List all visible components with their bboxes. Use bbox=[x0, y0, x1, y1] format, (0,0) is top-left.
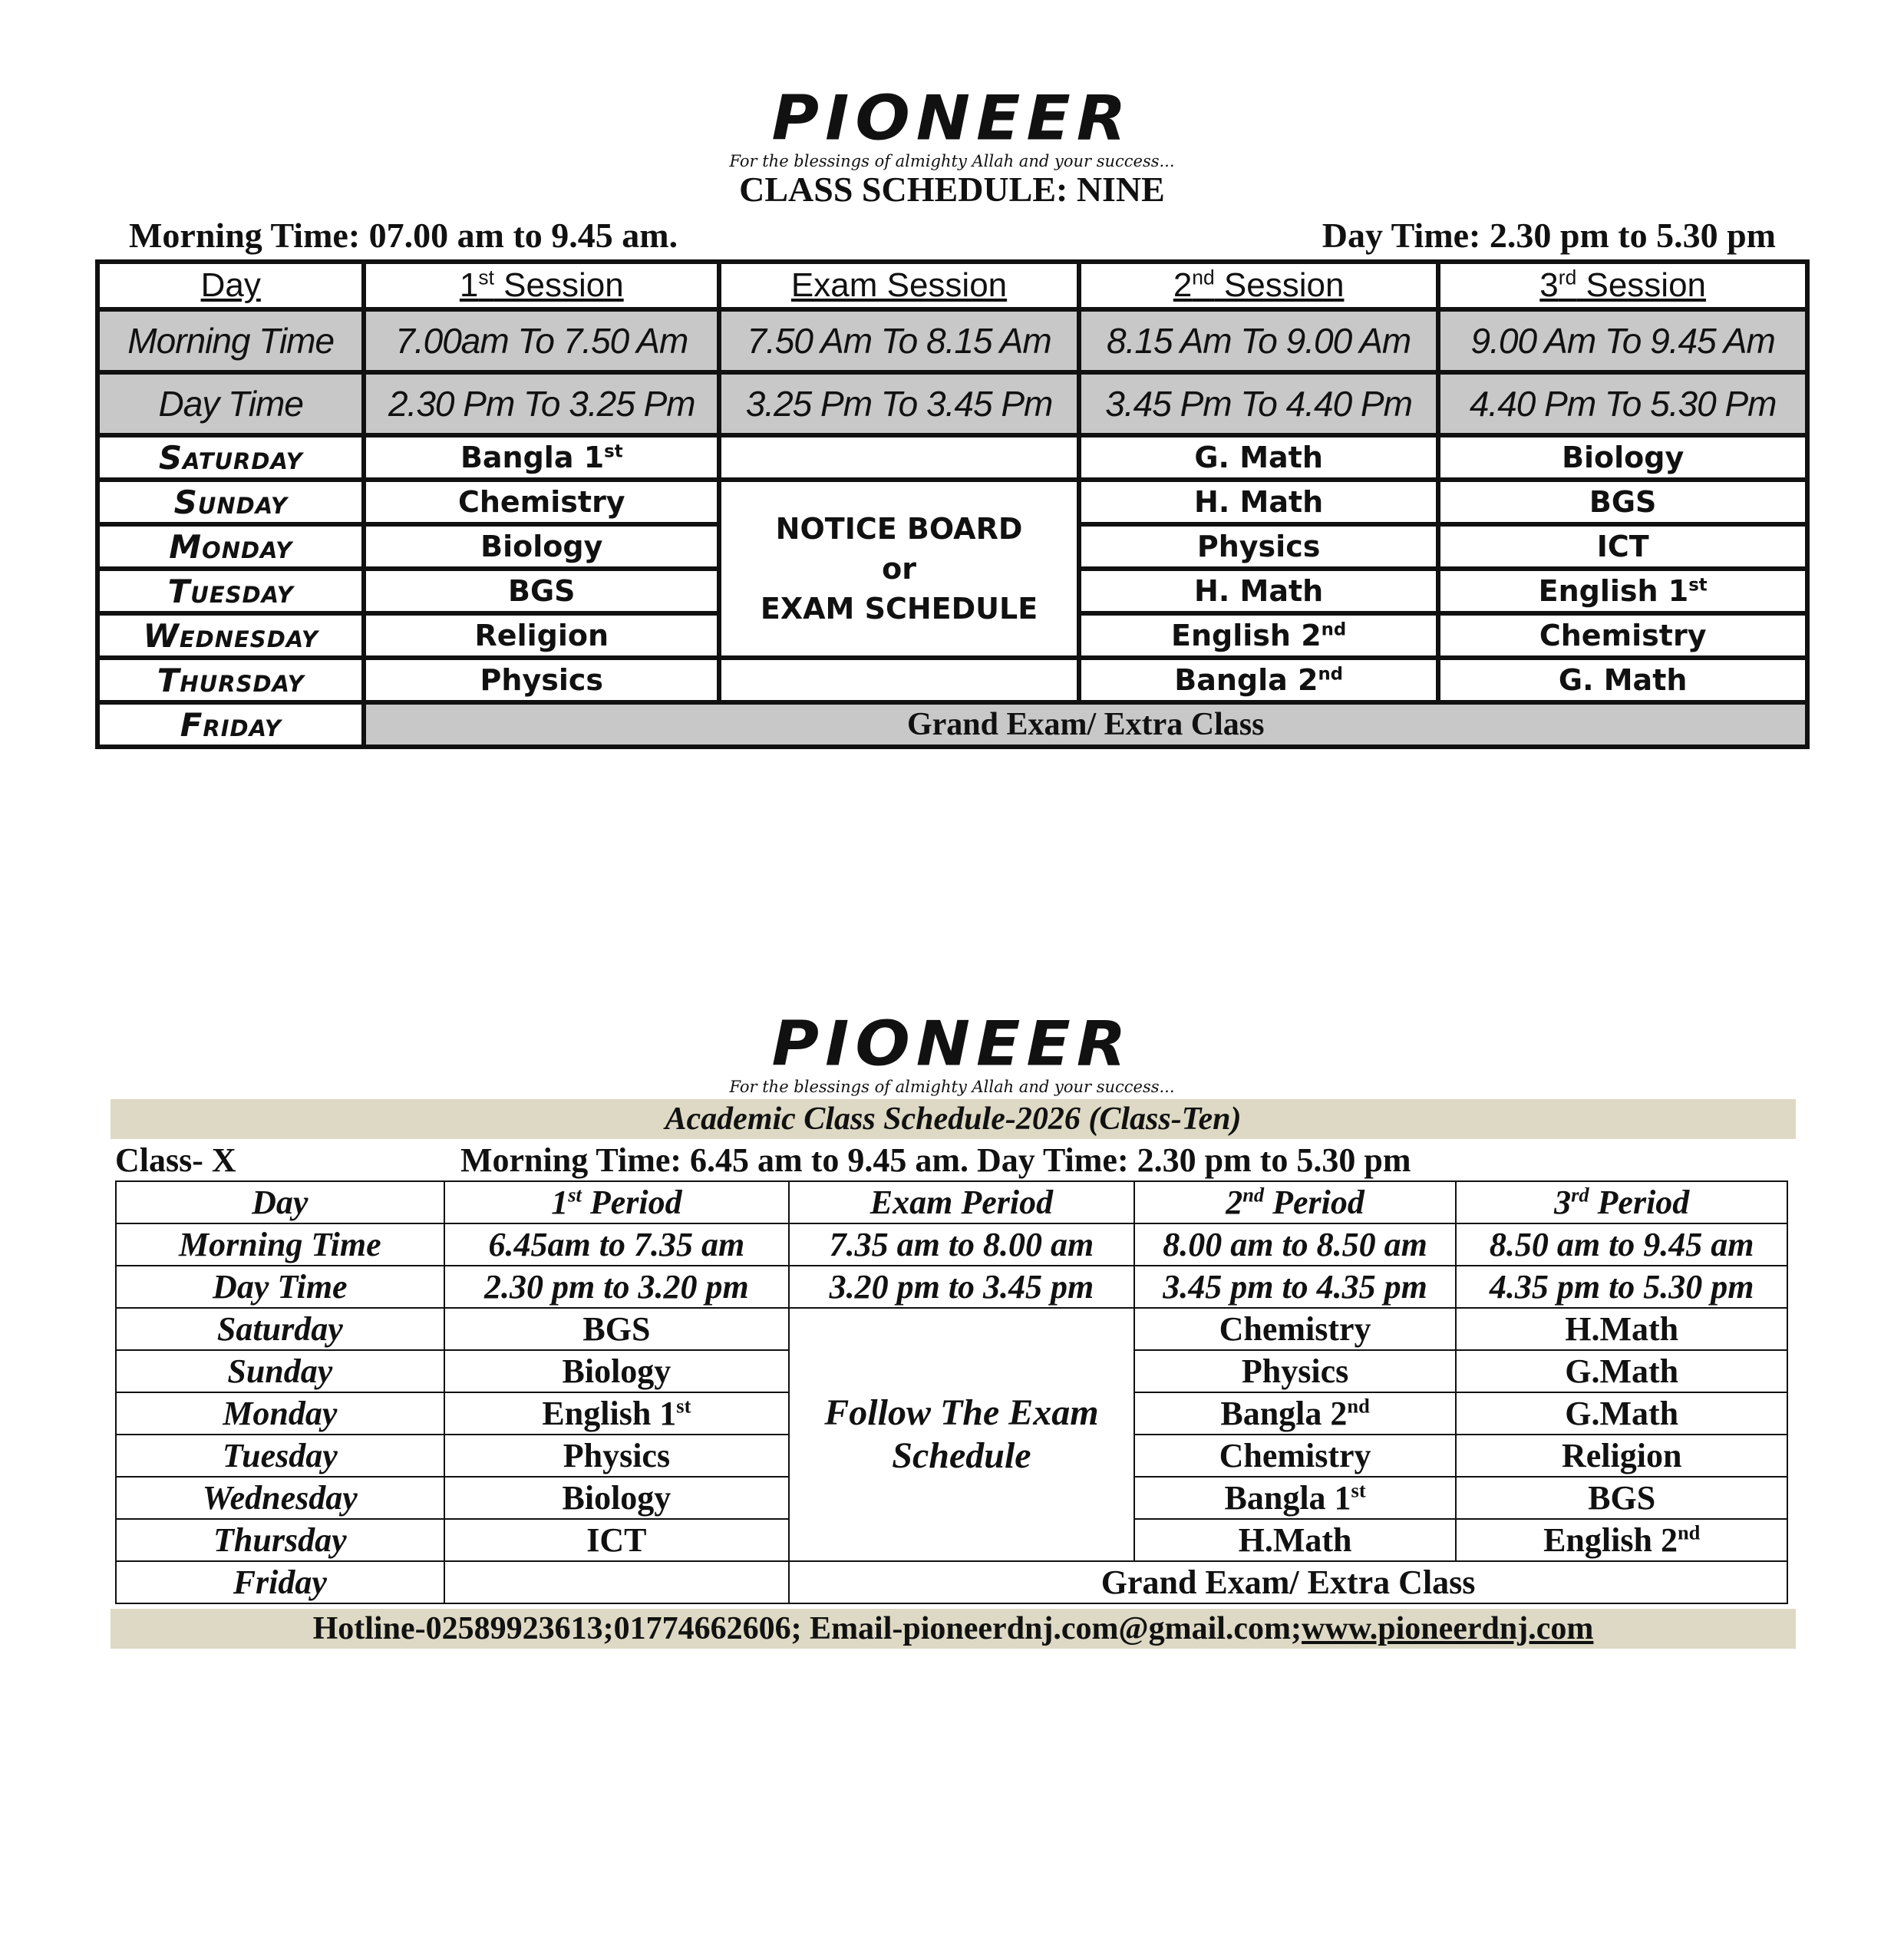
nine-day-cell: Tuesday bbox=[97, 569, 364, 613]
logo-top bbox=[0, 82, 1904, 170]
nine-title: CLASS SCHEDULE: NINE bbox=[739, 170, 1165, 209]
nine-daytime-label: Day Time bbox=[97, 372, 364, 435]
ten-p1-cell: Physics bbox=[444, 1435, 790, 1477]
ten-daytime-label: Day Time bbox=[116, 1266, 444, 1308]
ten-p2-cell: Chemistry bbox=[1134, 1435, 1457, 1477]
nine-header-session-3: 3rd Session bbox=[1438, 262, 1807, 309]
nine-header-session-2: 2nd Session bbox=[1079, 262, 1438, 309]
ten-friday-cell: Friday bbox=[116, 1561, 444, 1603]
notice-line-2: or bbox=[882, 552, 916, 586]
ten-daytime-row bbox=[116, 1266, 1787, 1308]
nine-day-time: Day Time: 2.30 pm to 5.30 pm bbox=[1322, 216, 1776, 255]
ten-p2-cell: H.Math bbox=[1134, 1519, 1457, 1561]
table-row bbox=[97, 658, 1807, 702]
ten-header-period-2: 2nd Period bbox=[1134, 1181, 1457, 1223]
ten-class-label: Class- X bbox=[115, 1141, 236, 1179]
notice-line-3: EXAM SCHEDULE bbox=[760, 592, 1038, 626]
nine-header-session-1: 1st Session bbox=[364, 262, 719, 309]
ten-daytime-exam: 3.20 pm to 3.45 pm bbox=[789, 1266, 1134, 1308]
brand-tagline: For the blessings of almighty Allah and your success... bbox=[729, 1078, 1175, 1096]
ten-day-cell: Saturday bbox=[116, 1308, 444, 1350]
nine-header-row bbox=[97, 262, 1807, 309]
ten-p2-cell: Bangla 2nd bbox=[1134, 1392, 1457, 1435]
nine-daytime-s3: 4.40 Pm To 5.30 Pm bbox=[1438, 372, 1807, 435]
logo-bottom bbox=[0, 1008, 1904, 1096]
brand-name: PIONEER bbox=[771, 82, 1133, 154]
nine-s3-cell: G. Math bbox=[1438, 658, 1807, 702]
ten-day-cell: Tuesday bbox=[116, 1435, 444, 1477]
ten-p2-cell: Bangla 1st bbox=[1134, 1477, 1457, 1519]
nine-morning-s1: 7.00am To 7.50 Am bbox=[364, 309, 719, 372]
table-row bbox=[97, 702, 1807, 747]
nine-s3-cell: ICT bbox=[1438, 524, 1807, 569]
nine-day-cell: Saturday bbox=[97, 435, 364, 480]
contact-footer bbox=[111, 1609, 1796, 1649]
ten-info bbox=[115, 1141, 1803, 1182]
ten-p1-cell: BGS bbox=[444, 1308, 790, 1350]
ten-friday-p1-empty bbox=[444, 1561, 790, 1603]
ten-p2-cell: Physics bbox=[1134, 1350, 1457, 1392]
nine-s2-cell: H. Math bbox=[1079, 480, 1438, 524]
ten-title: Academic Class Schedule-2026 (Class-Ten) bbox=[111, 1099, 1796, 1139]
table-row bbox=[97, 480, 1807, 524]
ten-morning-label: Morning Time bbox=[116, 1223, 444, 1266]
nine-morning-label: Morning Time bbox=[97, 309, 364, 372]
brand-name: PIONEER bbox=[771, 1008, 1133, 1080]
nine-s2-cell: G. Math bbox=[1079, 435, 1438, 480]
ten-day-cell: Wednesday bbox=[116, 1477, 444, 1519]
table-row bbox=[97, 435, 1807, 480]
nine-s3-cell: Biology bbox=[1438, 435, 1807, 480]
nine-notice-board-cell bbox=[719, 480, 1079, 658]
nine-friday-activity: Grand Exam/ Extra Class bbox=[364, 702, 1807, 747]
nine-s1-cell: BGS bbox=[364, 569, 719, 613]
ten-p3-cell: English 2nd bbox=[1456, 1519, 1787, 1561]
nine-day-cell: Thursday bbox=[97, 658, 364, 702]
website-link[interactable]: www.pioneerdnj.com bbox=[1302, 1611, 1594, 1646]
nine-s3-cell: Chemistry bbox=[1438, 613, 1807, 658]
ten-p1-cell: ICT bbox=[444, 1519, 790, 1561]
ten-header-row bbox=[116, 1181, 1787, 1223]
ten-p3-cell: BGS bbox=[1456, 1477, 1787, 1519]
ten-day-cell: Monday bbox=[116, 1392, 444, 1435]
nine-s3-cell: BGS bbox=[1438, 480, 1807, 524]
nine-s2-cell: H. Math bbox=[1079, 569, 1438, 613]
nine-morning-s2: 8.15 Am To 9.00 Am bbox=[1079, 309, 1438, 372]
nine-s1-cell: Biology bbox=[364, 524, 719, 569]
nine-daytime-row bbox=[97, 372, 1807, 435]
nine-s1-cell: Chemistry bbox=[364, 480, 719, 524]
nine-day-cell: Monday bbox=[97, 524, 364, 569]
ten-p1-cell: English 1st bbox=[444, 1392, 790, 1435]
nine-header-exam-session: Exam Session bbox=[719, 262, 1079, 309]
ten-morning-p2: 8.00 am to 8.50 am bbox=[1134, 1223, 1457, 1266]
ten-header-period-1: 1st Period bbox=[444, 1181, 790, 1223]
nine-s2-cell: Physics bbox=[1079, 524, 1438, 569]
ten-schedule-table bbox=[115, 1180, 1788, 1604]
ten-header-day: Day bbox=[116, 1181, 444, 1223]
hotline-text: Hotline-02589923613;01774662606; Email-pioneerdnj.com@gmail.com; bbox=[312, 1611, 1302, 1646]
ten-p3-cell: G.Math bbox=[1456, 1350, 1787, 1392]
nine-day-cell: Sunday bbox=[97, 480, 364, 524]
ten-morning-exam: 7.35 am to 8.00 am bbox=[789, 1223, 1134, 1266]
ten-day-cell: Thursday bbox=[116, 1519, 444, 1561]
nine-header-day: Day bbox=[97, 262, 364, 309]
ten-p3-cell: G.Math bbox=[1456, 1392, 1787, 1435]
ten-daytime-p1: 2.30 pm to 3.20 pm bbox=[444, 1266, 790, 1308]
nine-daytime-exam: 3.25 Pm To 3.45 Pm bbox=[719, 372, 1079, 435]
ten-header-period-3: 3rd Period bbox=[1456, 1181, 1787, 1223]
follow-line-2: Schedule bbox=[892, 1435, 1031, 1476]
nine-morning-time: Morning Time: 07.00 am to 9.45 am. bbox=[129, 216, 678, 255]
notice-line-1: NOTICE BOARD bbox=[775, 512, 1023, 546]
nine-day-cell: Wednesday bbox=[97, 613, 364, 658]
nine-morning-row bbox=[97, 309, 1807, 372]
nine-friday-cell: Friday bbox=[97, 702, 364, 747]
ten-morning-row bbox=[116, 1223, 1787, 1266]
ten-daytime-p3: 4.35 pm to 5.30 pm bbox=[1456, 1266, 1787, 1308]
brand-tagline: For the blessings of almighty Allah and your success... bbox=[729, 152, 1175, 170]
ten-p1-cell: Biology bbox=[444, 1350, 790, 1392]
table-row bbox=[116, 1561, 1787, 1603]
nine-exam-cell-empty bbox=[719, 658, 1079, 702]
nine-morning-exam: 7.50 Am To 8.15 Am bbox=[719, 309, 1079, 372]
nine-s2-cell: English 2nd bbox=[1079, 613, 1438, 658]
table-row bbox=[116, 1308, 1787, 1350]
nine-s1-cell: Religion bbox=[364, 613, 719, 658]
nine-morning-s3: 9.00 Am To 9.45 Am bbox=[1438, 309, 1807, 372]
nine-s3-cell: English 1st bbox=[1438, 569, 1807, 613]
nine-s1-cell: Physics bbox=[364, 658, 719, 702]
ten-morning-p3: 8.50 am to 9.45 am bbox=[1456, 1223, 1787, 1266]
nine-schedule-table bbox=[95, 259, 1810, 749]
nine-s1-cell: Bangla 1st bbox=[364, 435, 719, 480]
ten-times: Morning Time: 6.45 am to 9.45 am. Day Time: 2.30 pm to 5.30 pm bbox=[460, 1141, 1411, 1179]
nine-daytime-s1: 2.30 Pm To 3.25 Pm bbox=[364, 372, 719, 435]
ten-header-exam-period: Exam Period bbox=[789, 1181, 1134, 1223]
ten-p2-cell: Chemistry bbox=[1134, 1308, 1457, 1350]
ten-p1-cell: Biology bbox=[444, 1477, 790, 1519]
nine-daytime-s2: 3.45 Pm To 4.40 Pm bbox=[1079, 372, 1438, 435]
nine-exam-cell-empty bbox=[719, 435, 1079, 480]
ten-morning-p1: 6.45am to 7.35 am bbox=[444, 1223, 790, 1266]
ten-friday-activity: Grand Exam/ Extra Class bbox=[789, 1561, 1787, 1603]
ten-daytime-p2: 3.45 pm to 4.35 pm bbox=[1134, 1266, 1457, 1308]
ten-p3-cell: Religion bbox=[1456, 1435, 1787, 1477]
follow-line-1: Follow The Exam bbox=[824, 1392, 1099, 1433]
nine-s2-cell: Bangla 2nd bbox=[1079, 658, 1438, 702]
ten-day-cell: Sunday bbox=[116, 1350, 444, 1392]
ten-p3-cell: H.Math bbox=[1456, 1308, 1787, 1350]
ten-follow-exam-cell bbox=[789, 1308, 1134, 1561]
